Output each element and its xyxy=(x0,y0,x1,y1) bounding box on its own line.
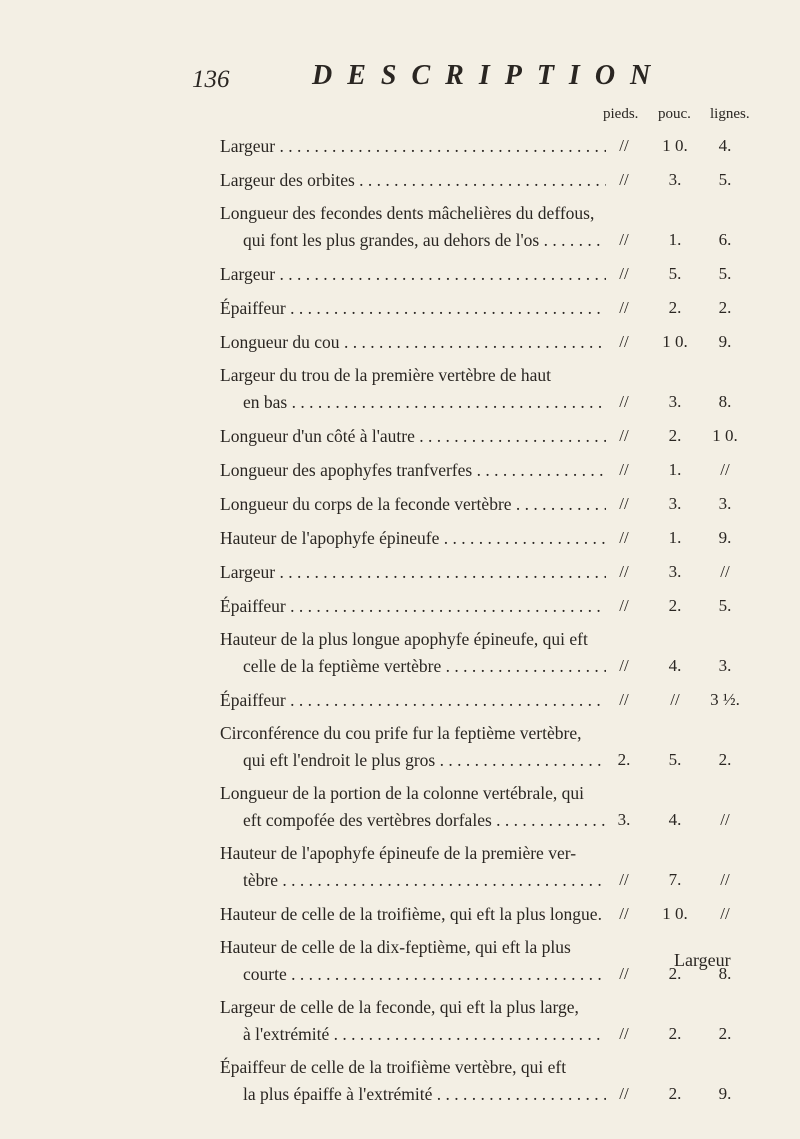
entry-label-line xyxy=(220,594,606,618)
entry-label-line xyxy=(220,492,606,516)
entry-label-line xyxy=(220,995,606,1019)
value-pouc: 1 0. xyxy=(662,136,688,155)
value-pieds: // xyxy=(619,1024,629,1043)
leader-dots xyxy=(439,528,606,548)
value-pieds: // xyxy=(619,392,629,411)
column-header-pouc: pouc. xyxy=(658,106,691,122)
value-lignes: 3. xyxy=(718,656,732,675)
value-pouc: 1. xyxy=(668,460,682,479)
value-lignes: // xyxy=(720,460,730,479)
leader-dots xyxy=(287,392,606,412)
table-row xyxy=(0,590,800,624)
entry-label-line xyxy=(220,262,606,286)
table-row xyxy=(0,130,800,164)
leader-dots xyxy=(472,460,606,480)
value-pouc: 5. xyxy=(668,750,682,769)
entry-label-text: Hauteur de celle de la dix-feptième, qui eft la plus xyxy=(220,937,571,957)
leader-dots xyxy=(286,298,606,318)
table-row xyxy=(0,624,800,684)
entry-label-text: Longueur d'un côté à l'autre xyxy=(220,426,415,446)
entry-label-line xyxy=(220,1055,606,1079)
entry-label-line xyxy=(220,688,606,712)
value-lignes: 1 0. xyxy=(712,426,738,445)
leader-dots xyxy=(278,870,606,890)
entry-label-line xyxy=(220,721,606,745)
value-pouc: 3. xyxy=(668,494,682,513)
entry-label-line xyxy=(220,134,606,158)
value-pieds: // xyxy=(619,460,629,479)
leader-dots xyxy=(539,230,606,250)
entry-label-line xyxy=(220,330,606,354)
entry-label-text: Hauteur de l'apophyfe épineufe de la première ver- xyxy=(220,843,577,863)
entry-label-line xyxy=(220,781,606,805)
entry-label-text: Largeur des orbites xyxy=(220,170,355,190)
entry-label-line xyxy=(220,902,606,926)
entry-label-line xyxy=(243,1022,606,1046)
value-pieds: // xyxy=(619,1084,629,1103)
table-row xyxy=(0,164,800,198)
table-row xyxy=(0,1052,800,1112)
entry-label-line xyxy=(220,935,606,959)
column-header-lignes: lignes. xyxy=(710,106,750,122)
leader-dots xyxy=(275,136,606,156)
value-pieds: // xyxy=(619,870,629,889)
value-pouc: 5. xyxy=(668,264,682,283)
leader-dots xyxy=(286,596,606,616)
entry-label-text: Hauteur de l'apophyfe épineufe xyxy=(220,528,440,548)
value-lignes: 3 ½. xyxy=(710,690,740,709)
value-lignes: // xyxy=(720,870,730,889)
value-pieds: // xyxy=(619,494,629,513)
entry-label-text: à l'extrémité xyxy=(243,1024,330,1044)
table-row xyxy=(0,684,800,718)
leader-dots xyxy=(415,426,606,446)
value-pouc: 4. xyxy=(668,810,682,829)
entry-label-line xyxy=(220,424,606,448)
value-lignes: // xyxy=(720,904,730,923)
entry-label-text: Largeur xyxy=(220,264,276,284)
table-row xyxy=(0,198,800,258)
table-row xyxy=(0,326,800,360)
entry-label-text: tèbre xyxy=(243,870,278,890)
entry-label-line xyxy=(243,390,606,414)
table-row xyxy=(0,898,800,932)
value-lignes: 9. xyxy=(718,332,732,351)
value-pouc: 1. xyxy=(668,528,682,547)
catchword: Largeur xyxy=(674,950,731,970)
value-pouc: 2. xyxy=(668,426,682,445)
value-lignes: 3. xyxy=(718,494,732,513)
leader-dots xyxy=(492,810,606,830)
leader-dots xyxy=(432,1084,606,1104)
entry-label-text: qui eft l'endroit le plus gros xyxy=(243,750,436,770)
entry-label-line xyxy=(220,296,606,320)
table-row xyxy=(0,454,800,488)
entry-label-line xyxy=(243,868,606,892)
column-headers xyxy=(0,106,800,128)
entry-label-line xyxy=(243,654,606,678)
table-row xyxy=(0,488,800,522)
entry-label-text: Largeur du trou de la première vertèbre de haut xyxy=(220,365,552,385)
entry-label-text: Longueur des apophyfes tranfverfes xyxy=(220,460,473,480)
value-lignes: 5. xyxy=(718,596,732,615)
value-lignes: 9. xyxy=(718,528,732,547)
entry-label-text: Épaiffeur de celle de la troifième vertèbre, qui eft xyxy=(220,1057,567,1077)
table-row xyxy=(0,420,800,454)
entry-label-text: Épaiffeur xyxy=(220,298,286,318)
value-pouc: 3. xyxy=(668,392,682,411)
value-lignes: 8. xyxy=(718,964,732,983)
value-pouc: 3. xyxy=(668,562,682,581)
value-pieds: // xyxy=(619,170,629,189)
leader-dots xyxy=(435,750,606,770)
value-pieds: // xyxy=(619,136,629,155)
value-lignes: 9. xyxy=(718,1084,732,1103)
value-pouc: 4. xyxy=(668,656,682,675)
value-lignes: 6. xyxy=(718,230,732,249)
value-pouc: 2. xyxy=(668,596,682,615)
entry-label-line xyxy=(220,841,606,865)
entry-label-line xyxy=(220,458,606,482)
value-pieds: // xyxy=(619,690,629,709)
entry-label-line xyxy=(243,1082,606,1106)
column-header-pieds: pieds. xyxy=(603,106,639,122)
entry-label-text: Épaiffeur xyxy=(220,690,286,710)
leader-dots xyxy=(329,1024,606,1044)
value-pieds: // xyxy=(619,904,629,923)
entry-label-text: Hauteur de celle de la troifième, qui eft la plus longue. xyxy=(220,904,602,924)
value-pouc: 1 0. xyxy=(662,332,688,351)
value-pieds: // xyxy=(619,528,629,547)
value-pouc: 2. xyxy=(668,964,682,983)
value-pieds: // xyxy=(619,332,629,351)
entry-label-line xyxy=(220,526,606,550)
entry-label-text: Hauteur de la plus longue apophyfe épineufe, qui eft xyxy=(220,629,588,649)
table-row xyxy=(0,292,800,326)
value-pouc: 3. xyxy=(668,170,682,189)
value-pouc: 7. xyxy=(668,870,682,889)
leader-dots xyxy=(275,562,606,582)
table-row xyxy=(0,992,800,1052)
entry-label-text: celle de la feptième vertèbre xyxy=(243,656,442,676)
value-pouc: 2. xyxy=(668,1024,682,1043)
value-pouc: 2. xyxy=(668,298,682,317)
value-pieds: // xyxy=(619,964,629,983)
value-lignes: // xyxy=(720,810,730,829)
entry-label-text: Circonférence du cou prife fur la feptième vertèbre, xyxy=(220,723,582,743)
leader-dots xyxy=(275,264,606,284)
value-lignes: 2. xyxy=(718,298,732,317)
table-row xyxy=(0,258,800,292)
value-lignes: 2. xyxy=(718,750,732,769)
value-pieds: 3. xyxy=(617,810,631,829)
entry-label-text: Longueur des fecondes dents mâchelières du deffous, xyxy=(220,203,595,223)
value-pouc: // xyxy=(670,690,680,709)
value-lignes: 5. xyxy=(718,264,732,283)
entry-label-line xyxy=(243,228,606,252)
value-pieds: // xyxy=(619,656,629,675)
page-number: 136 xyxy=(192,66,230,93)
entry-label-text: Longueur du corps de la feconde vertèbre xyxy=(220,494,512,514)
leader-dots xyxy=(355,170,606,190)
entry-label-text: qui font les plus grandes, au dehors de l'os xyxy=(243,230,540,250)
entry-label-text: Largeur xyxy=(220,136,276,156)
value-lignes: 8. xyxy=(718,392,732,411)
leader-dots xyxy=(441,656,606,676)
entry-label-line xyxy=(243,748,606,772)
table-row xyxy=(0,778,800,838)
value-pieds: // xyxy=(619,230,629,249)
entry-label-text: Épaiffeur xyxy=(220,596,286,616)
entry-label-line xyxy=(220,168,606,192)
entry-label-line xyxy=(220,560,606,584)
entry-label-text: courte xyxy=(243,964,287,984)
entry-label-line xyxy=(243,808,606,832)
entry-label-line xyxy=(220,363,606,387)
entry-label-text: Largeur xyxy=(220,562,276,582)
leader-dots xyxy=(512,494,606,514)
entry-label-text: en bas xyxy=(243,392,288,412)
value-pouc: 1 0. xyxy=(662,904,688,923)
entry-label-line xyxy=(243,962,606,986)
value-lignes: 4. xyxy=(718,136,732,155)
entry-label-text: Largeur de celle de la feconde, qui eft la plus large, xyxy=(220,997,579,1017)
value-pieds: // xyxy=(619,298,629,317)
value-pouc: 1. xyxy=(668,230,682,249)
table-row xyxy=(0,838,800,898)
table-row xyxy=(0,718,800,778)
entry-label-line xyxy=(220,201,606,225)
value-pouc: 2. xyxy=(668,1084,682,1103)
leader-dots xyxy=(286,690,606,710)
table-row xyxy=(0,556,800,590)
leader-dots xyxy=(340,332,606,352)
table-row xyxy=(0,522,800,556)
value-pieds: // xyxy=(619,562,629,581)
value-lignes: 5. xyxy=(718,170,732,189)
page-title: DESCRIPTION xyxy=(312,60,666,91)
value-lignes: // xyxy=(720,562,730,581)
entry-label-text: Longueur du cou xyxy=(220,332,340,352)
value-pieds: 2. xyxy=(617,750,631,769)
entry-label-text: Longueur de la portion de la colonne vertébrale, qui xyxy=(220,783,584,803)
value-pieds: // xyxy=(619,264,629,283)
table-row xyxy=(0,360,800,420)
entry-label-line xyxy=(220,627,606,651)
leader-dots xyxy=(287,964,606,984)
value-pieds: // xyxy=(619,596,629,615)
value-lignes: 2. xyxy=(718,1024,732,1043)
value-pieds: // xyxy=(619,426,629,445)
entry-label-text: eft compofée des vertèbres dorfales xyxy=(243,810,492,830)
entry-label-text: la plus épaiffe à l'extrémité xyxy=(243,1084,433,1104)
